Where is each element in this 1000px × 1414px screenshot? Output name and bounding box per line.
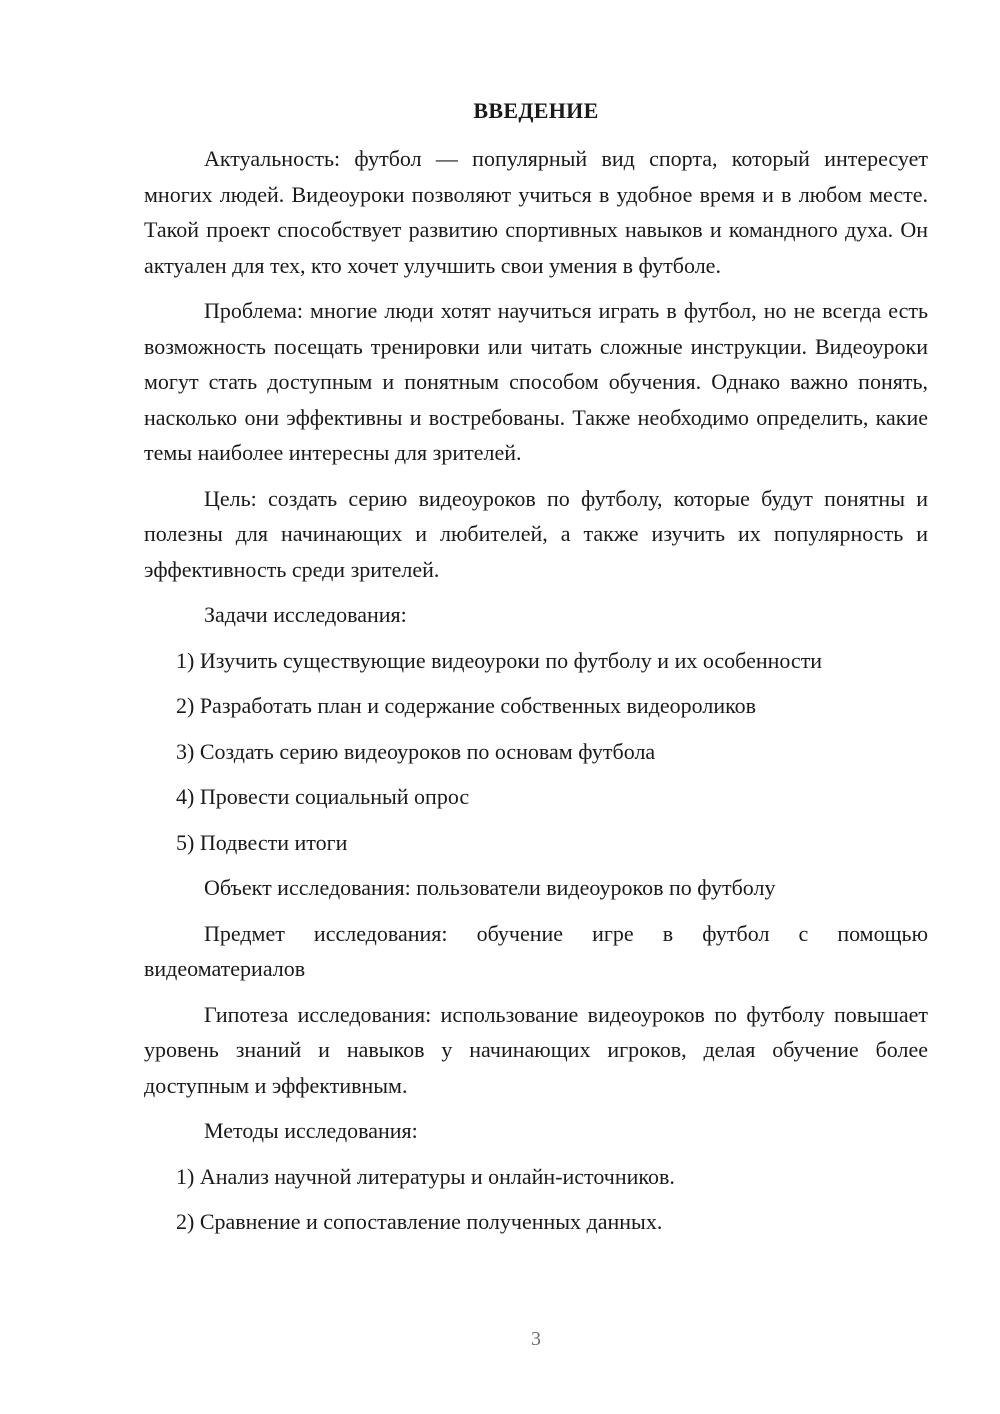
task-item: 2) Разработать план и содержание собственных видеороликов xyxy=(176,693,757,718)
tasks-heading: Задачи исследования: xyxy=(204,602,407,627)
method-item: 1) Анализ научной литературы и онлайн-источников. xyxy=(176,1163,675,1189)
page-number: 3 xyxy=(531,1328,541,1350)
object-paragraph: Объект исследования: пользователи видеоуроков по футболу xyxy=(204,875,776,900)
task-item: 5) Подвести итоги xyxy=(176,829,348,855)
problem-paragraph: Проблема: многие люди хотят научиться играть в футбол, но не всегда есть возможность посещать тренировки или читать сложные инструкции. Видеоуроки могут стать доступным и понятным способом обучения. Однако важно понять, насколько они эффективны и востребованы. Также необходимо определить, какие темы наиболее интересны для зрителей. xyxy=(144,298,928,465)
task-item: 4) Провести социальный опрос xyxy=(176,784,470,809)
methods-list xyxy=(144,1159,928,1240)
subject-paragraph: Предмет исследования: обучение игре в футбол с помощью видеоматериалов xyxy=(144,920,928,981)
hypothesis-paragraph: Гипотеза исследования: использование видеоуроков по футболу повышает уровень знаний и навыков у начинающих игроков, делая обучение более доступным и эффективным. xyxy=(144,1001,928,1098)
relevance-paragraph: Актуальность: футбол — популярный вид спорта, который интересует многих людей. Видеоуроки позволяют учиться в удобное время и в любом месте. Такой проект способствует развитию спортивных навыков и командного духа. Он актуален для тех, кто хочет улучшить свои умения в футболе. xyxy=(144,146,928,278)
method-item: 2) Сравнение и сопоставление полученных данных. xyxy=(176,1209,663,1234)
document-body xyxy=(144,141,928,1250)
page-title: ВВЕДЕНИЕ xyxy=(473,98,599,123)
methods-heading: Методы исследования: xyxy=(204,1118,418,1143)
goal-paragraph: Цель: создать серию видеоуроков по футболу, которые будут понятны и полезны для начинающих и любителей, а также изучить их популярность и эффективность среди зрителей. xyxy=(144,485,928,582)
task-item: 1) Изучить существующие видеоуроки по футболу и их особенности xyxy=(176,647,823,673)
task-item: 3) Создать серию видеоуроков по основам футбола xyxy=(176,738,656,764)
tasks-list xyxy=(144,643,928,861)
